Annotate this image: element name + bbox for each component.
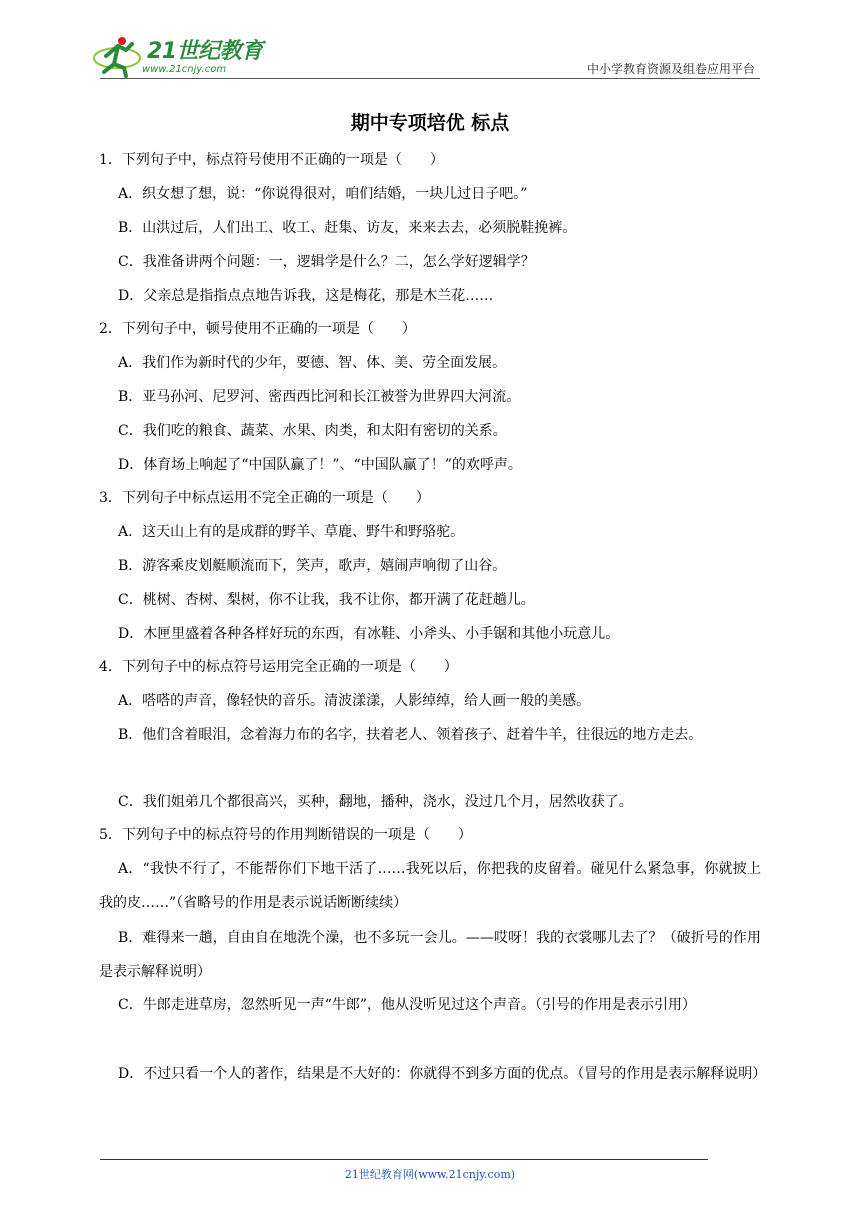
question-4-stem: 4．下列句子中的标点符号运用完全正确的一项是（ ） <box>99 659 458 675</box>
question-2-option-c: C．我们吃的粮食、蔬菜、水果、肉类，和太阳有密切的关系。 <box>118 423 507 439</box>
logo-text: 21世纪教育 <box>147 39 263 64</box>
question-5-option-b: B．难得来一趟，自由自在地洗个澡，也不多玩一会儿。——哎呀！我的衣裳哪儿去了？（破折号的作用是表示解释说明） <box>99 930 761 980</box>
question-1-option-a: A．织女想了想，说：“你说得很对，咱们结婚，一块儿过日子吧。” <box>118 186 528 202</box>
question-1-stem: 1．下列句子中，标点符号使用不正确的一项是（ ） <box>99 152 444 168</box>
question-4-option-c: C．我们姐弟几个都很高兴，买种，翻地，播种，浇水，没过几个月，居然收获了。 <box>118 794 633 810</box>
question-3-option-d: D．木匣里盛着各种各样好玩的东西，有冰鞋、小斧头、小手锯和其他小玩意儿。 <box>118 626 620 642</box>
question-2-option-d: D．体育场上响起了“中国队赢了！”、“中国队赢了！”的欢呼声。 <box>118 457 522 473</box>
question-4-option-a: A．嗒嗒的声音，像轻快的音乐。清波漾漾，人影绰绰，给人画一般的美感。 <box>118 693 591 709</box>
page-title: 期中专项培优 标点 <box>350 112 510 134</box>
question-2-option-b: B．亚马孙河、尼罗河、密西西比河和长江被誉为世界四大河流。 <box>118 389 521 405</box>
question-1-option-d: D．父亲总是指指点点地告诉我，这是梅花，那是木兰花…… <box>118 288 494 304</box>
question-2-option-a: A．我们作为新时代的少年，要德、智、体、美、劳全面发展。 <box>118 355 507 371</box>
question-5-option-c: C．牛郎走进草房，忽然听见一声“牛郎”，他从没听见过这个声音。（引号的作用是表示引用） <box>118 997 697 1013</box>
question-1-option-c: C．我准备讲两个问题：一，逻辑学是什么？二，怎么学好逻辑学？ <box>118 254 535 270</box>
question-3-option-c: C．桃树、杏树、梨树，你不让我，我不让你，都开满了花赶趟儿。 <box>118 592 535 608</box>
question-4-option-b: B．他们含着眼泪，念着海力布的名字，扶着老人、领着孩子、赶着牛羊，往很远的地方走去。 <box>118 727 703 743</box>
platform-label: 中小学教育资源及组卷应用平台 <box>586 62 755 76</box>
question-5-option-d: D．不过只看一个人的著作，结果是不大好的：你就得不到多方面的优点。（冒号的作用是表示解释说明） <box>118 1066 767 1082</box>
footer-link[interactable]: 21世纪教育网(www.21cnjy.com) <box>344 1168 516 1181</box>
question-3-option-b: B．游客乘皮划艇顺流而下，笑声，歌声，嬉闹声响彻了山谷。 <box>118 558 507 574</box>
logo-url: www.21cnjy.com <box>142 64 227 75</box>
footer-divider <box>100 1159 708 1160</box>
header-divider <box>100 78 760 79</box>
question-5-stem: 5．下列句子中的标点符号的作用判断错误的一项是（ ） <box>99 827 472 843</box>
page-header <box>0 0 860 85</box>
question-3-stem: 3．下列句子中标点运用不完全正确的一项是（ ） <box>99 490 430 506</box>
question-1-option-b: B．山洪过后，人们出工、收工、赶集、访友，来来去去，必须脱鞋挽裤。 <box>118 220 577 236</box>
question-3-option-a: A．这天山上有的是成群的野羊、草鹿、野牛和野骆驼。 <box>118 524 465 540</box>
question-2-stem: 2．下列句子中，顿号使用不正确的一项是（ ） <box>99 321 416 337</box>
question-5-option-a: A．“我快不行了，不能帮你们下地干活了……我死以后，你把我的皮留着。碰见什么紧急事，你就披上我的皮……”（省略号的作用是表示说话断断续续） <box>99 861 761 911</box>
